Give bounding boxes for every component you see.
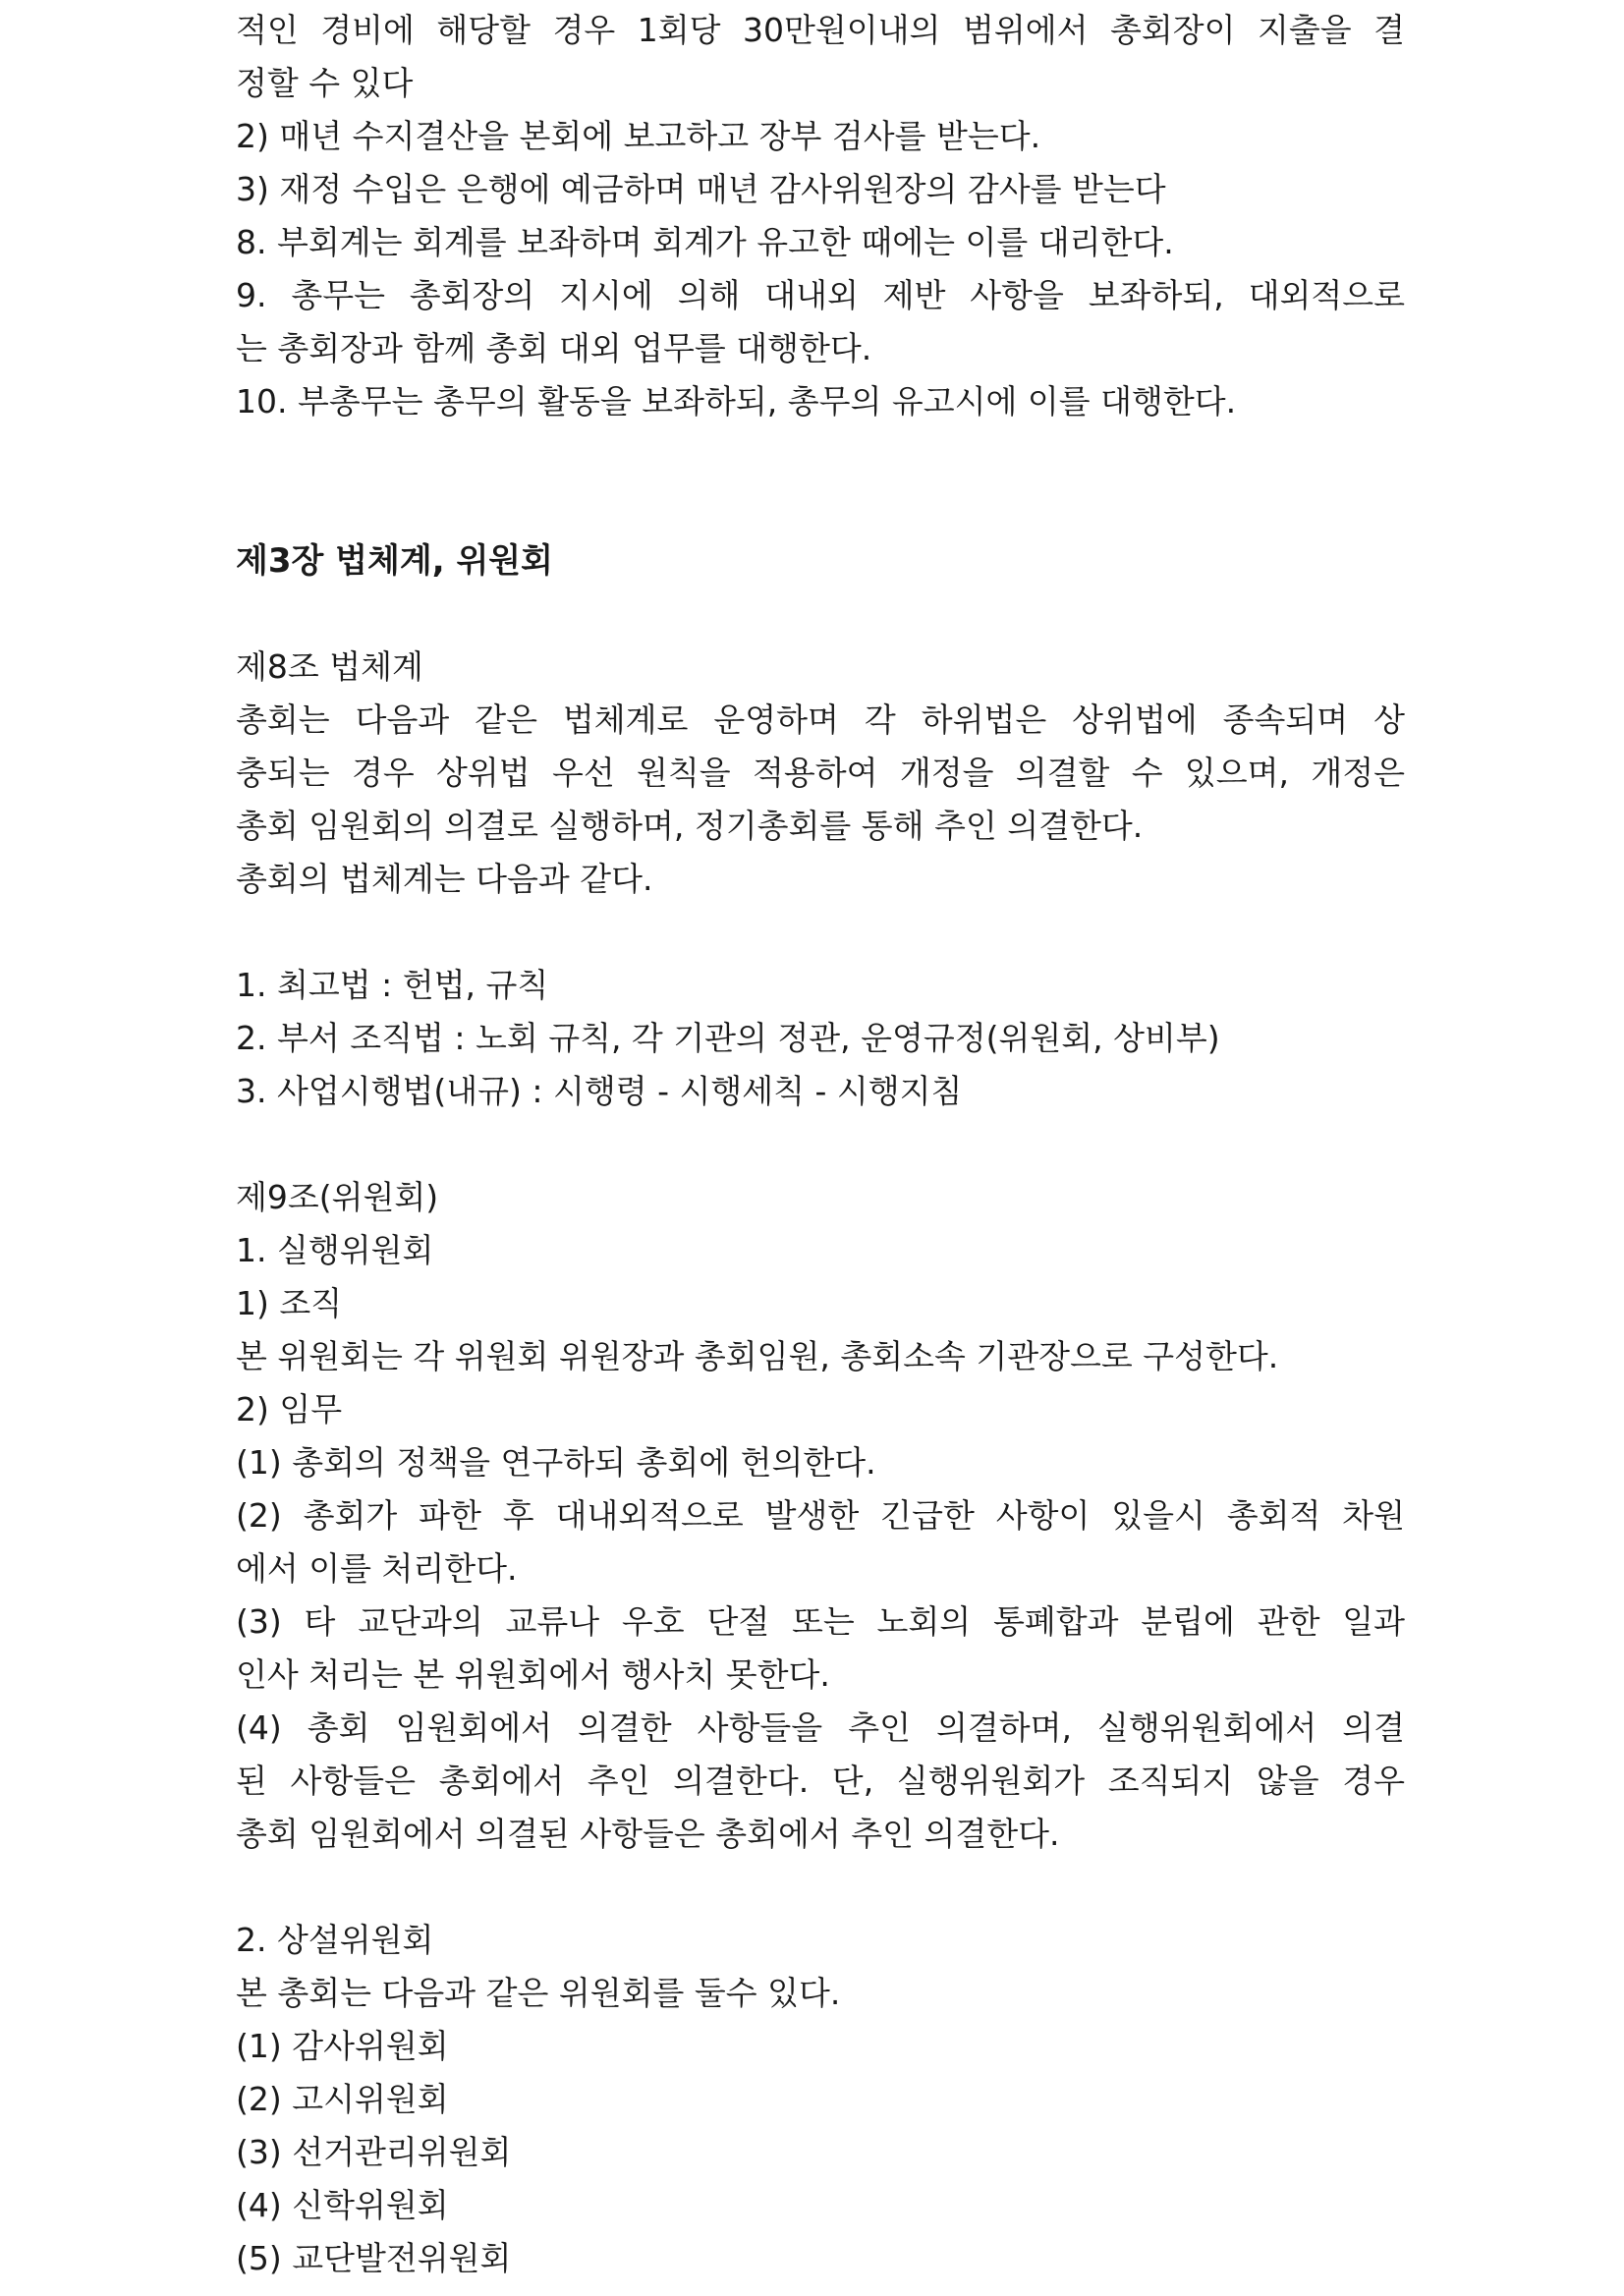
clause-line: 3) 재정 수입은 은행에 예금하며 매년 감사위원장의 감사를 받는다 — [236, 170, 1166, 208]
duty-line: 된 사항들은 총회에서 추인 의결한다. 단, 실행위원회가 조직되지 않을 경우 — [236, 1762, 1405, 1800]
chapter-heading: 제3장 법체계, 위원회 — [236, 541, 553, 581]
duty-line: 에서 이를 처리한다. — [236, 1549, 518, 1588]
clause-line: 는 총회장과 함께 총회 대외 업무를 대행한다. — [236, 329, 872, 367]
duty-line: 인사 처리는 본 위원회에서 행사치 못한다. — [236, 1655, 830, 1694]
article-9 — [236, 1171, 1405, 2285]
committee-item: (4) 신학위원회 — [236, 2186, 449, 2224]
section-intro: 본 총회는 다음과 같은 위원회를 둘수 있다. — [236, 1974, 841, 2012]
subsection-label: 1) 조직 — [236, 1284, 343, 1322]
document-page — [236, 0, 1405, 2285]
article-para-line: 총회 임원회의 의결로 실행하며, 정기총회를 통해 추인 의결한다. — [236, 807, 1144, 845]
duty-line: (3) 타 교단과의 교류나 우호 단절 또는 노회의 통폐합과 분립에 관한 일과 — [236, 1602, 1405, 1641]
section-title: 2. 상설위원회 — [236, 1921, 434, 1959]
duty-line: 총회 임원회에서 의결된 사항들은 총회에서 추인 의결한다. — [236, 1815, 1060, 1853]
clause-line: 적인 경비에 해당할 경우 1회당 30만원이내의 범위에서 총회장이 지출을 결 — [236, 11, 1405, 49]
duty-line: (2) 총회가 파한 후 대내외적으로 발생한 긴급한 사항이 있을시 총회적 차원 — [236, 1496, 1405, 1535]
article-para-line: 총회의 법체계는 다음과 같다. — [236, 860, 653, 898]
law-item: 1. 최고법 : 헌법, 규칙 — [236, 966, 549, 1004]
subsection-text: 본 위원회는 각 위원회 위원장과 총회임원, 총회소속 기관장으로 구성한다. — [236, 1337, 1279, 1375]
committee-item: (2) 고시위원회 — [236, 2080, 449, 2118]
article-8 — [236, 641, 1405, 1118]
committee-item: (3) 선거관리위원회 — [236, 2133, 512, 2171]
duty-line: (1) 총회의 정책을 연구하되 총회에 헌의한다. — [236, 1443, 876, 1482]
subsection-label: 2) 임무 — [236, 1390, 343, 1428]
clause-line: 9. 총무는 총회장의 지시에 의해 대내외 제반 사항을 보좌하되, 대외적으로 — [236, 276, 1405, 314]
clause-line: 10. 부총무는 총무의 활동을 보좌하되, 총무의 유고시에 이를 대행한다. — [236, 382, 1237, 420]
article-title: 제8조 법체계 — [236, 647, 423, 686]
section-title: 1. 실행위원회 — [236, 1231, 434, 1269]
committee-item: (1) 감사위원회 — [236, 2027, 449, 2065]
clause-line: 2) 매년 수지결산을 본회에 보고하고 장부 검사를 받는다. — [236, 117, 1041, 155]
committee-item: (5) 교단발전위원회 — [236, 2239, 512, 2277]
law-item: 2. 부서 조직법 : 노회 규칙, 각 기관의 정관, 운영규정(위원회, 상비부) — [236, 1019, 1220, 1057]
article-title: 제9조(위원회) — [236, 1178, 439, 1216]
article-para-line: 총회는 다음과 같은 법체계로 운영하며 각 하위법은 상위법에 종속되며 상 — [236, 700, 1405, 739]
continued-clauses — [236, 4, 1405, 428]
clause-line: 8. 부회계는 회계를 보좌하며 회계가 유고한 때에는 이를 대리한다. — [236, 223, 1174, 261]
clause-line: 정할 수 있다 — [236, 64, 414, 102]
law-item: 3. 사업시행법(내규) : 시행령 - 시행세칙 - 시행지침 — [236, 1072, 963, 1110]
article-para-line: 충되는 경우 상위법 우선 원칙을 적용하여 개정을 의결할 수 있으며, 개정은 — [236, 754, 1405, 792]
duty-line: (4) 총회 임원회에서 의결한 사항들을 추인 의결하며, 실행위원회에서 의결 — [236, 1708, 1405, 1747]
